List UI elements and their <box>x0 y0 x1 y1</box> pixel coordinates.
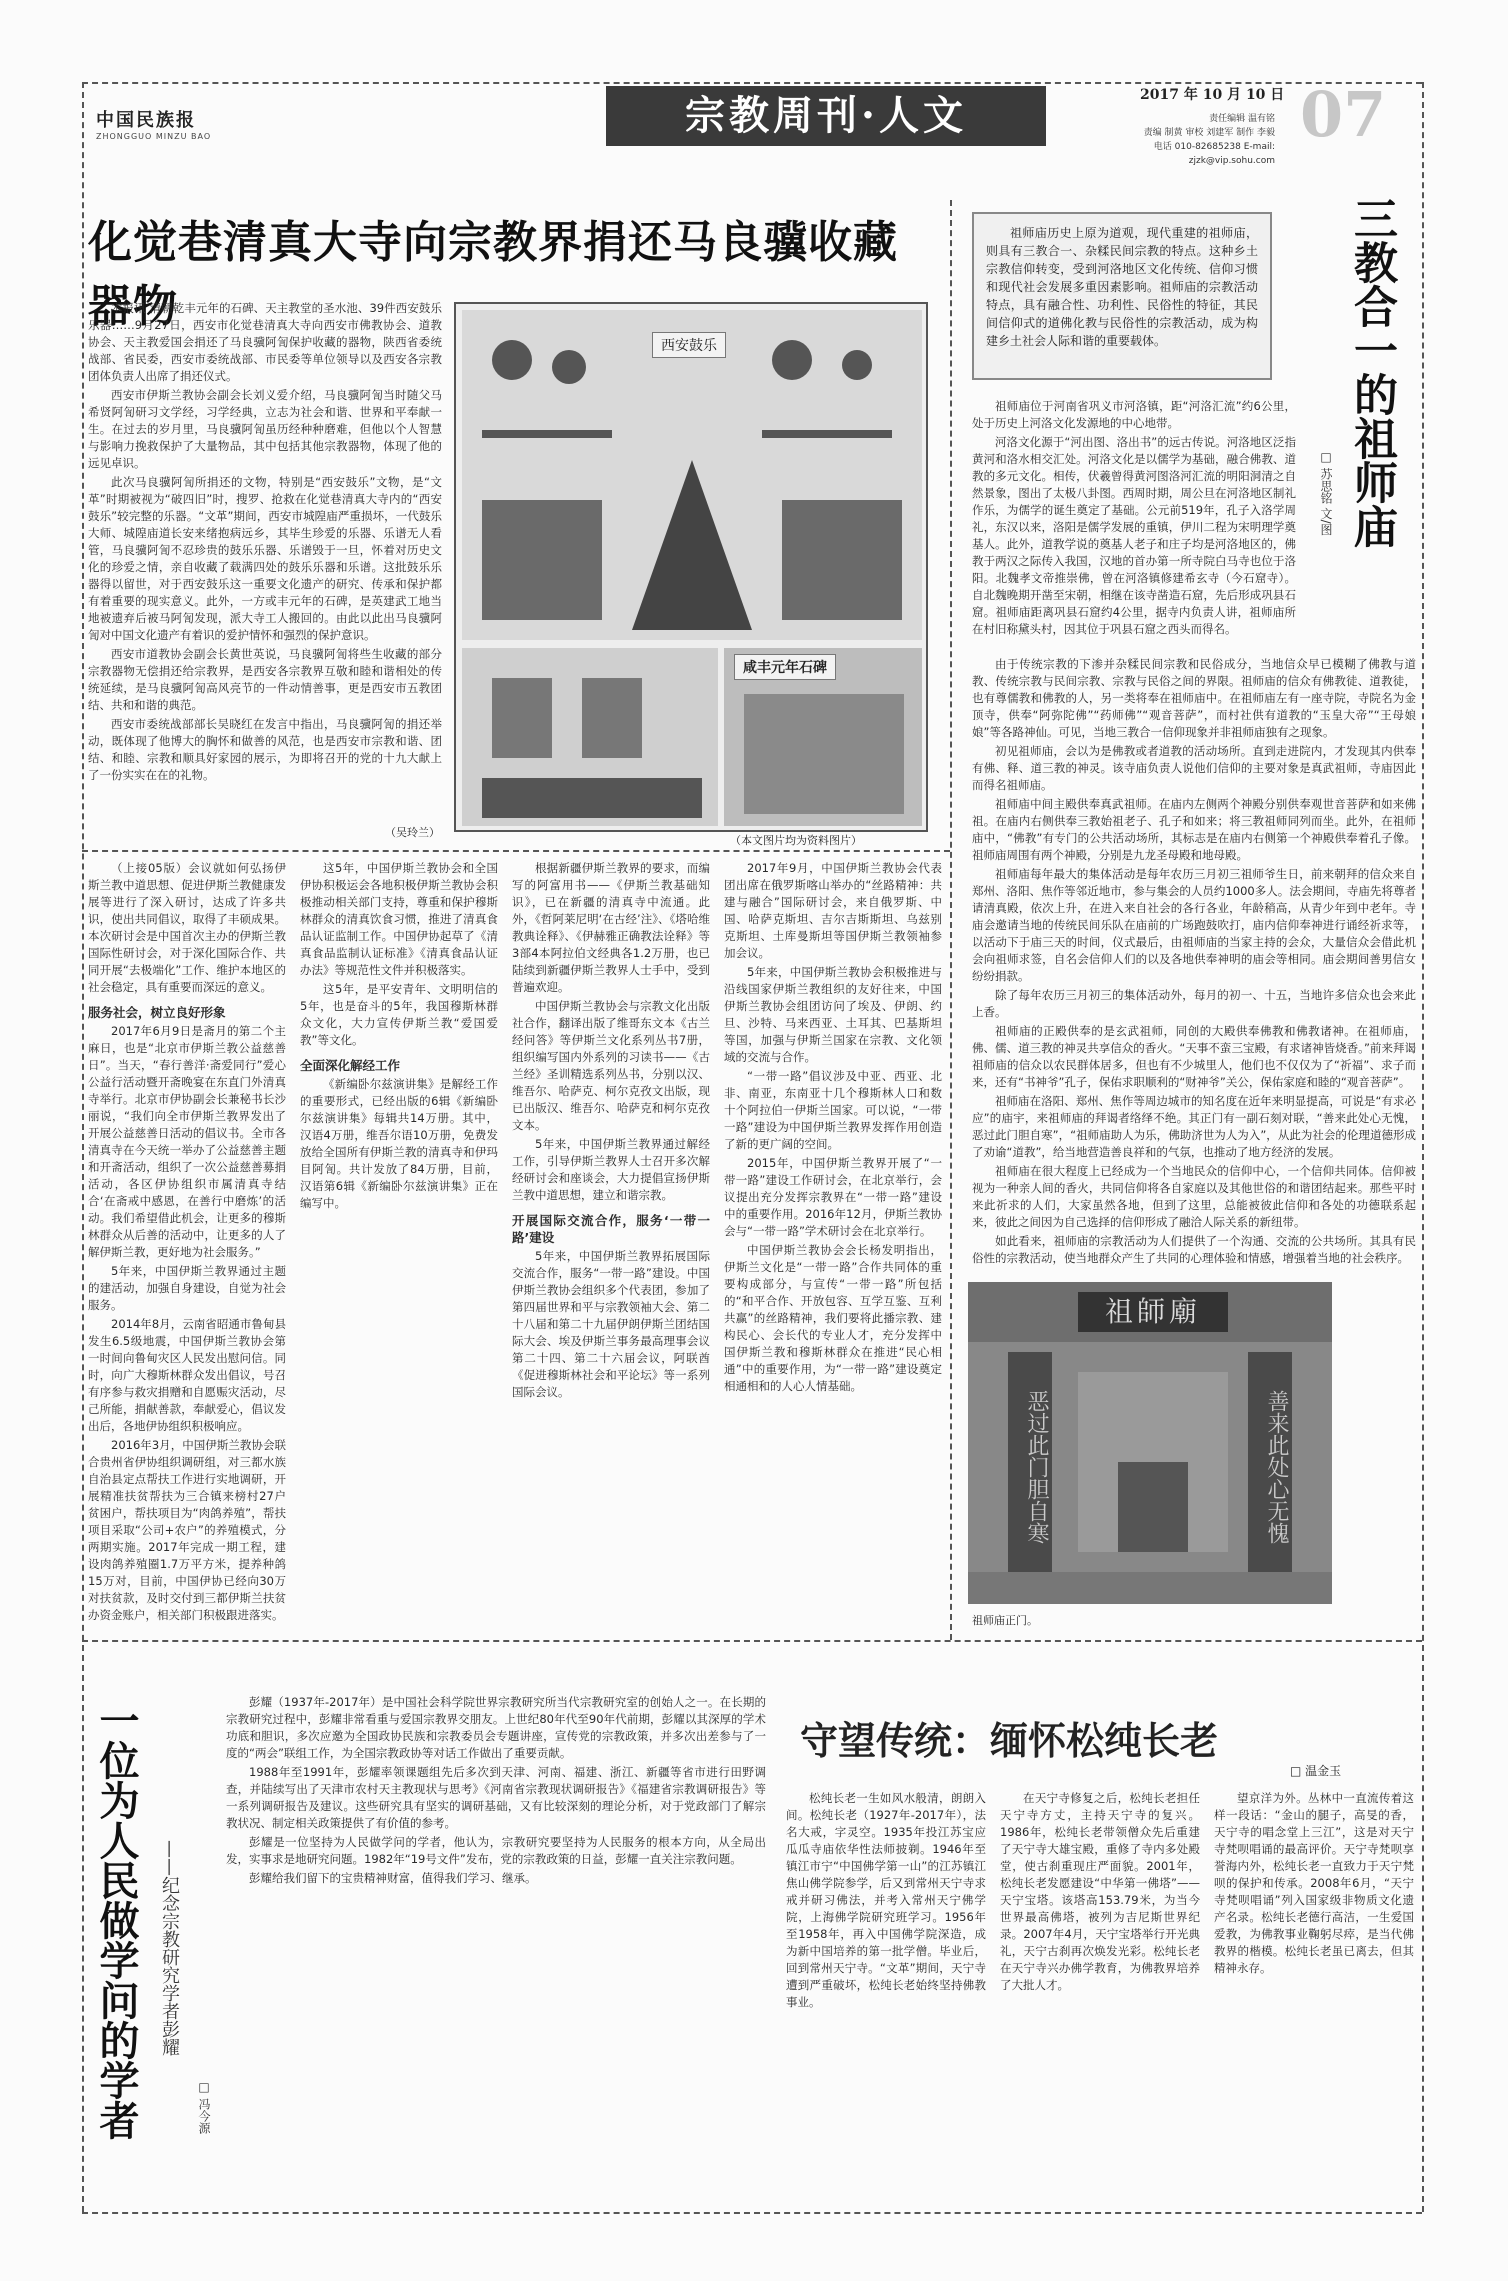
page-number: 07 <box>1300 78 1387 151</box>
feature-author: □ 苏思铭 文/图 <box>1319 450 1333 536</box>
top-story-body <box>88 300 442 840</box>
paragraph: 松纯长老一生如风水般清，朗朗入间。松纯长老（1927年-2017年），法名大戒，字灵空。1935年投江苏宝应瓜瓜寺庙依华性法师披剃。1946年至镇江市宁“中国佛学第一山”的江苏镇江焦山佛学院参学，后又到常州天宁寺求戒并研习佛法，并考入常州天宁佛学院，上海佛学院研究班学习。1956年至1958年，再入中国佛学院深造，成为新中国培养的第一批学僧。毕业后，回到常州天宁寺。“文革”期间，天宁寺遭到严重破坏，松纯长老始终坚持佛教事业。 <box>786 1791 986 2009</box>
subheading: 开展国际交流合作，服务‘一带一路’建设 <box>512 1213 710 1245</box>
divider-bottom-section <box>82 1640 1422 1642</box>
paragraph: 本报讯 清朝乾丰元年的石碑、天主教堂的圣水池、39件西安鼓乐乐器……9月27日，西安市化觉巷清真大寺向西安市佛教协会、道教协会、天主教爱国会捐还了马良骥阿訇保护收藏的器物，陕西省委统战部、省民委，西安市委统战部、市民委等单位领导以及西安各宗教团体负责人出席了捐还仪式。 <box>88 301 442 383</box>
stone-tablet-photo <box>724 648 922 826</box>
paragraph: 2015年，中国伊斯兰教界开展了“一带一路”建设工作研讨会，在北京举行，会议提出充分发挥宗教界在“一带一路”建设中的重要作用。2016年12月，伊斯兰教协会与“一带一路”学术研讨会在北京举行。 <box>724 1156 942 1238</box>
tribute-title: 守望传统：缅怀松纯长老 <box>800 1718 1219 1763</box>
paragraph: 西安市伊斯兰教协会副会长刘义爱介绍，马良骥阿訇当时随父马希贤阿訇研习文学经，习学经典，立志为社会和谐、世界和平奉献一生。在过去的岁月里，马良骥阿訇虽历经种种磨难，但他以个人智慧与影响力挽救保护了大量物品，其中包括其他宗教器物，体现了他的远见卓识。 <box>88 388 442 470</box>
top-story-headline: 化觉巷清真大寺向宗教界捐还马良骥收藏器物 <box>88 217 898 332</box>
issue-date: 2017 年 10 月 10 日 <box>1140 87 1285 103</box>
feature-body-top <box>972 398 1296 654</box>
paragraph: 祖师庙中间主殿供奉真武祖师。在庙内左侧两个神殿分别供奉观世音菩萨和如来佛祖。在庙内右侧供奉三教始祖老子、孔子和如来；将三教祖师同列而坐。此外，在祖师庙中，“佛教”有专门的公共活动场所，其标志是在庙内右侧第一个神殿供奉着孔子像。祖师庙周围有两个神殿，分别是九龙圣母殿和地母殿。 <box>972 797 1416 862</box>
paragraph: 由于传统宗教的下渗并杂糅民间宗教和民俗成分，当地信众早已模糊了佛教与道教、传统宗教与民间宗教、宗教与民俗之间的界限。祖师庙的信众有佛教徒、道教徒，也有尊儒教和佛教的人，另一类将奉在祖师庙中。在祖师庙左有一座寺院，寺院名为金顶寺，供奉“阿弥陀佛”“药师佛”“观音菩萨”，而村社供有道教的“玉皇大帝”“王母娘娘”等各路神仙。可见，当地三教合一信仰现象并非祖师庙独有之现象。 <box>972 657 1416 739</box>
photo-label: 咸丰元年石碑 <box>734 654 836 680</box>
paragraph: 2017年9月，中国伊斯兰教协会代表团出席在俄罗斯喀山举办的“丝路精神：共建与融合”国际研讨会，来自俄罗斯、中国、哈萨克斯坦、吉尔吉斯斯坦、乌兹别克斯坦、土库曼斯坦等国伊斯兰教领袖参加会议。 <box>724 861 942 960</box>
paragraph: 2017年6月9日是斋月的第二个主麻日，也是“北京市伊斯兰教公益慈善日”。当天，“春行善洋·斋爱同行”爱心公益行活动暨开斋晚宴在东直门外清真寺举行。北京市伊协副会长兼秘书长沙丽说，“我们向全市伊斯兰教界发出了开展公益慈善日活动的倡议书。全市各清真寺在今天统一举办了公益慈善主题和开斋活动，组织了一次公益慈善募捐活动，各区伊协组织市属清真寺结合‘在斋戒中感恩，在善行中磨炼’的活动。我们希望借此机会，让更多的穆斯林群众从后善的活动中，让更多的人了解伊斯兰教，更好地为社会服务。” <box>88 1024 286 1259</box>
frame-bottom <box>82 2212 1422 2214</box>
paragraph: 如此看来，祖师庙的宗教活动为人们提供了一个沟通、交流的公共场所。其具有民俗性的宗教活动，使当地群众产生了共同的心理体验和情感，增强着当地的社会秩序。 <box>972 1234 1416 1265</box>
editors-line: 责任编辑 温有铭 <box>1209 114 1275 124</box>
subheading: 全面深化解经工作 <box>300 1058 401 1073</box>
paragraph: 中国伊斯兰教协会与宗教文化出版社合作，翻译出版了维哥东文本《古兰经问答》等伊斯兰文化系列丛书7册，组织编写国内外系列的习读书——《古兰经》圣训精选系列丛书，分别以汉、维吾尔、哈萨克、柯尔克孜文出版，现已出版汉、维吾尔、哈萨克和柯尔克孜文本。 <box>512 999 710 1132</box>
paragraph: 彭耀给我们留下的宝贵精神财富，值得我们学习、继承。 <box>249 1871 537 1885</box>
tribute-column-1 <box>786 1790 986 2204</box>
paragraph: 祖师庙每年最大的集体活动是每年农历三月初三祖师爷生日，前来朝拜的信众来自郑州、洛阳、焦作等邻近地市，参与集会的人员约1000多人。法会期间，寺庙先将尊者请清真殿，依次上升，在进入来自社会的各行各业，年龄稍高，从青少年到中老年。寺庙会邀请当地的传统民间乐队在庙前的广场跑鼓吹打，庙内信仰奉神进行诵经祈求等，以活动下于庙三天的时间，仪式最后，由祖师庙的当家主持的会众，大量信众会借此机会向祖师求签，自名会信仰人们的以及各地供奉神明的庙会等相同。庙会期间善男信女纷纷捐款。 <box>972 867 1416 983</box>
editors-line: 责编 制黄 审校 刘建军 制作 李毅 <box>1143 128 1275 138</box>
paragraph: 1988年至1991年，彭耀率领课题组先后多次到天津、河南、福建、浙江、新疆等省市进行田野调查，并陆续写出了天津市农村天主教现状与思考》《河南省宗教现状调研报告》《福建省宗教调研报告》等一系列调研报告及建议。这些研究具有坚实的调研基础，又有比较深刻的理论分析，对于党政部门了解宗教状况、制定相关政策提供了有价值的参考。 <box>226 1765 766 1830</box>
frame-left <box>82 82 84 2212</box>
section-banner: 宗教周刊·人文 <box>606 86 1046 146</box>
memorial-subtitle: ——纪念宗教研究学者彭耀 <box>159 1840 180 2056</box>
subheading: 服务社会，树立良好形象 <box>88 1005 226 1020</box>
paragraph: 西安市道教协会副会长黄世英说，马良骥阿訇将些生收藏的部分宗教器物无偿捐还给宗教界，是西安各宗教界互敬和睦和谐相处的传统延续，是马良骥阿訇高风亮节的一件动情善事，更是西安市五教团结、共和和谐的典范。 <box>88 647 442 712</box>
memorial-body <box>226 1694 766 2204</box>
stone-basin-photo <box>462 648 718 826</box>
divider-h <box>82 850 950 852</box>
photo-label: 西安鼓乐 <box>652 332 726 358</box>
paragraph: 《新编卧尔兹演讲集》是解经工作的重要形式，已经出版的6辑《新编卧尔兹演讲集》每辑共14万册。其中，汉语4万册，维吾尔语10万册，免费发放给全国所有伊斯兰教的清真寺和伊玛目阿訇。共计发放了84万册，目前，汉语第6辑《新编卧尔兹演讲集》正在编写中。 <box>300 1077 498 1210</box>
feature-body <box>972 656 1416 1274</box>
artifact-photo-collage <box>454 302 928 832</box>
paragraph: 根据新疆伊斯兰教界的要求，而编写的阿富用书——《伊斯兰教基础知识》，已在新疆的清真寺中流通。此外，《哲阿莱尼明‘在古经’注》、《塔哈维教典诠释》、《伊赫雅正确教法诠释》等3部4本阿拉伯文经典各1.2万册，也已陆续到新疆伊斯兰教界人士手中，受到普遍欢迎。 <box>512 861 710 994</box>
paragraph: 祖师庙位于河南省巩义市河洛镇，距“河洛汇流”约6公里，处于历史上河洛文化发源地的中心地带。 <box>972 399 1296 430</box>
paragraph: （上接05版）会议就如何弘扬伊斯兰教中道思想、促进伊斯兰教健康发展等进行了深入研讨，达成了许多共识，使出共同倡议，取得了丰硕成果。本次研讨会是中国首次主办的伊斯兰教国际性研讨会，对于深化国际合作、共同开展“去极端化”工作、维护本地区的社会稳定，具有重要而深远的意义。 <box>88 861 286 994</box>
paragraph: 彭耀（1937年-2017年）是中国社会科学院世界宗教研究所当代宗教研究室的创始人之一。在长期的宗教研究过程中，彭耀非常看重与爱国宗教界交朋友。上世纪80年代至90年代前期，彭耀以其深厚的学术功底和胆识，多次应邀为全国政协民族和宗教委员会专题讲座，宣传党的宗教政策，并多次出差参与了一度的“两会”联组工作，为全国宗教政协等对话工作做出了重要贡献。 <box>226 1695 766 1760</box>
paragraph: 2014年8月，云南省昭通市鲁甸县发生6.5级地震，中国伊斯兰教协会第一时间向鲁甸灾区人民发出慰问信。同时，向广大穆斯林群众发出倡议，号召有序参与救灾捐赠和自愿赈灾活动，尽己所能，捐献善款，奉献爱心，倡议发出后，各地伊协组织积极响应。 <box>88 1317 286 1433</box>
masthead <box>86 86 966 150</box>
logo-cn: 中国民族报 <box>96 110 196 131</box>
feature-title: 三教合一的祖师庙 <box>1346 196 1397 548</box>
frame-right <box>1422 82 1424 2212</box>
paragraph: 这5年，是平安青年、文明明信的5年，也是奋斗的5年，我国穆斯林群众文化，大力宣传伊斯兰教“爱国爱教”等文化。 <box>300 982 498 1047</box>
photo-caption: 祖师庙正门。 <box>972 1614 1038 1627</box>
editors-line: 电话 010-82685238 E-mail: zjzk@vip.sohu.com <box>1153 142 1275 166</box>
paragraph: 初见祖师庙，会以为是佛教或者道教的活动场所。直到走进院内，才发现其内供奉有佛、释、道三教的神灵。该寺庙负责人说他们信仰的主要对象是真武祖师，寺庙因此而得名祖师庙。 <box>972 744 1416 792</box>
divider-v <box>950 200 952 1640</box>
mid-column-1 <box>88 860 286 1630</box>
paragraph: 在天宁寺修复之后，松纯长老担任天宁寺方丈，主持天宁寺的复兴。1986年，松纯长老带领僧众先后重建了天宁寺大雄宝殿，重修了寺内多处殿堂，使古刹重现庄严面貌。2001年，松纯长老发愿建设“中华第一佛塔”——天宁宝塔。该塔高153.79米，为当今世界最高佛塔，被列为吉尼斯世界纪录。2007年4月，天宁宝塔举行开光典礼，天宁古刹再次焕发光彩。松纯长老在天宁寺兴办佛学教育，为佛教界培养了大批人才。 <box>1000 1791 1200 1992</box>
tribute-author: □ 温金玉 <box>1290 1764 1342 1778</box>
paragraph: 5年来，中国伊斯兰教协会积极推进与沿线国家伊斯兰教组织的友好往来，中国伊斯兰教协会组团访问了埃及、伊朗、约旦、沙特、马来西亚、土耳其、巴基斯坦等国，加强与伊斯兰国家在宗教、文化领域的交流与合作。 <box>724 965 942 1064</box>
paragraph: 5年来，中国伊斯兰教界通过解经工作，引导伊斯兰教界人士召开多次解经研讨会和座谈会，大力提倡宣扬伊斯兰教中道思想，建立和谐宗教。 <box>512 1137 710 1202</box>
paragraph: 望京洋为外。丛林中一直流传着这样一段话：“金山的腿子，高旻的香，天宁寺的唱念堂上三江”，这是对天宁寺梵呗唱诵的最高评价。天宁寺梵呗享誉海内外，松纯长老一直致力于天宁梵呗的保护和传承。2008年6月，“天宁寺梵呗唱诵”列入国家级非物质文化遗产名录。松纯长老德行高洁，一生爱国爱教，为佛教事业鞠躬尽瘁，是当代佛教界的楷模。松纯长老虽已离去，但其精神永存。 <box>1214 1791 1414 1975</box>
paragraph: 彭耀是一位坚持为人民做学问的学者，他认为，宗教研究要坚持为人民服务的根本方向，从全局出发，实事求是地研究问题。1982年“19号文件”发布，党的宗教政策的日益，彭耀一直关注宗教问题。 <box>226 1835 766 1866</box>
paragraph: 祖师庙的正殿供奉的是玄武祖师，同创的大殿供奉佛教和佛教诸神。在祖师庙，佛、儒、道三教的神灵共享信众的香火。“天事不蛮三宝殿，有求诸神皆烧香。”前来拜谒祖师庙的信众以农民群体居多，但也有不少城里人，他们也不仅仅为了“祈福”、求子而来，还有“书神爷”孔子，保佑求职顺利的“财神爷”关公，保佑家庭和睦的“观音菩萨”。 <box>972 1024 1416 1089</box>
tribute-column-2 <box>1000 1790 1200 2204</box>
mid-column-2 <box>300 860 498 1630</box>
paragraph: 祖师庙在很大程度上已经成为一个当地民众的信仰中心，一个信仰共同体。信仰被视为一种亲人间的香火，共同信仰将各自家庭以及其他世俗的和谐团结起来。那些平时来此祈求的人们，大家虽然各地，但到了这里，总能被彼此信仰和各处的功德联系起来，彼此之间因为自己选择的信仰形成了融洽人际关系的新纽带。 <box>972 1164 1416 1229</box>
temple-sign: 祖師廟 <box>1078 1292 1228 1332</box>
mid-column-4 <box>724 860 942 1630</box>
memorial-author: □ 冯今源 <box>197 2080 211 2134</box>
frame-top <box>82 82 1422 84</box>
temple-gate-photo <box>968 1282 1332 1604</box>
memorial-title: 一位为人民做学问的学者 <box>93 1700 140 2140</box>
couplet-left: 恶过此门胆自寒 <box>1008 1352 1052 1582</box>
editors-info <box>1135 112 1275 168</box>
paragraph: 河洛文化源于“河出图、洛出书”的远古传说。河洛地区泛指黄河和洛水相交汇处。河洛文化是以儒学为基础，融合佛教、道教的多元文化。相传，伏羲曾得黄河图洛河汇流的明阳洞清之自然景象，图出了太极八卦图。西周时期，周公旦在河洛地区制礼作乐，为儒学的诞生奠定了基础。公元前519年，孔子入洛学周礼，东汉以来，洛阳是儒学发展的重镇，伊川二程为宋明理学奠基人。此外，道教学说的奠基人老子和庄子均是河洛地区的，佛教于两汉之际传入我国，汉地的首办第一所寺院白马寺也位于洛阳。北魏孝文帝推崇佛，曾在河洛镇修建希玄寺（今石窟寺）。自北魏晚期开凿至宋朝，相继在该寺凿造石窟，先后形成巩县石窟。祖师庙距离巩县石窟约4公里，据寺内负责人讲，祖师庙所在村旧称黛头村，因其位于巩县石窟之西头而得名。 <box>972 435 1296 636</box>
tribute-column-3 <box>1214 1790 1414 2204</box>
paragraph: 中国伊斯兰教协会会长杨发明指出，伊斯兰文化是“一带一路”合作共同体的重要构成部分，与宣传“一带一路”所包括的“和平合作、开放包容、互学互鉴、互利共赢”的丝路精神，我们要将此播宗教、建构民心、会长代的专业人才，充分发挥中国伊斯兰教和穆斯林群众在推进“民心相通”中的重要作用，为“一带一路”建设奠定相通相和的人心人情基础。 <box>724 1243 942 1393</box>
drum-instruments-photo <box>462 310 922 640</box>
paragraph: 此次马良骥阿訇所捐还的文物，特别是“西安鼓乐”文物，是“文革”时期被视为“破四旧”时，搜罗、抢救在化觉巷清真大寺内的“西安鼓乐”较完整的乐器。“文革”期间，西安市城隍庙严重损坏，一代鼓乐大师、城隍庙道长安来绪抱病远乡，其毕生珍爱的乐器、乐谱无人看管，马良骥阿訇不忍珍贵的鼓乐乐器、乐谱毁于一旦，怀着对历史文化的珍爱之情，亲自收藏了载满四处的鼓乐乐器和乐谱。这批鼓乐乐器得以留世，对于西安鼓乐这一重要文化遗产的研究、传承和保护都有着重要的现实意义。此外，一方或丰元年的石碑，是英建武工地当地被遗弃后被马阿訇发现，派大寺工人搬回的。由此以此出马良骥阿訇对中国文化遗产有着识的爱护情怀和强烈的保护意识。 <box>88 475 442 642</box>
paragraph: “一带一路”倡议涉及中亚、西亚、北非、南亚，东南亚十几个穆斯林人口和数十个阿拉伯一伊斯兰国家。可以说，“一带一路”建设为中国伊斯兰教界发挥作用创造了新的更广阔的空间。 <box>724 1069 942 1151</box>
collage-caption: （本文图片均为资料图片） <box>730 834 862 847</box>
paragraph: 5年来，中国伊斯兰教界拓展国际交流合作，服务“一带一路”建设。中国伊斯兰教协会组织多个代表团，参加了第四届世界和平与宗教领袖大会、第二十八届和第二十九届伊朗伊斯兰团结国际大会、埃及伊斯兰事务最高理事会议第二十四、第二十六届会议，阿联酋《促进穆斯林社会和平论坛》等一系列国际会议。 <box>512 1249 710 1399</box>
newspaper-logo <box>96 106 236 142</box>
paragraph: 2016年3月，中国伊斯兰教协会联合贵州省伊协组织调研组，对三都水族自治县定点帮扶工作进行实地调研，开展精准扶贫帮扶为三合镇来榜村27户贫困户，帮扶项目为“肉鸽养殖”，帮扶项目采取“公司+农户”的养殖模式，分两期实施。2017年完成一期工程，建设肉鸽养殖圈1.7万平方米，提养种鸽15万对，目前，中国伊协已经向30万对扶贫款，及时交付到三都伊斯兰扶贫办资金账户，相关部门积极跟进落实。 <box>88 1438 286 1622</box>
couplet-right: 善来此处心无愧 <box>1248 1352 1292 1582</box>
feature-lead: 祖师庙历史上原为道观，现代重建的祖师庙，则具有三教合一、杂糅民间宗教的特点。这种乡土宗教信仰转变，受到河洛地区文化传统、信仰习惯和现代社会发展多重因素影响。祖师庙的宗教活动特点，具有融合性、功利性、民俗性的特征，其民间信仰式的道佛化教与民俗性的宗教活动，成为构建乡土社会人际和谐的重要载体。 <box>972 212 1272 380</box>
logo-en: ZHONGGUO MINZU BAO <box>96 132 212 141</box>
top-story-byline: （吴玲兰） <box>385 826 440 839</box>
paragraph: 西安市委统战部部长吴晓红在发言中指出，马良骥阿訇的捐还举动，既体现了他博大的胸怀和做善的风范，也是西安市宗教和谐、团结、和睦、宗教和顺具好家园的展示，为即将召开的党的十九大献上了一份实实在在的礼物。 <box>88 717 442 782</box>
paragraph: 5年来，中国伊斯兰教界通过主题的建活动，加强自身建设，自觉为社会服务。 <box>88 1264 286 1312</box>
paragraph: 这5年，中国伊斯兰教协会和全国伊协积极运会各地积极伊斯兰教协会积极推动相关部门支持，尊重和保护穆斯林群众的清真饮食习惯，推进了清真食品认证监制工作。中国伊协起草了《清真食品监制认证标准》《清真食品认证办法》等规范性文件并积极落实。 <box>300 861 498 977</box>
paragraph: 祖师庙在洛阳、郑州、焦作等周边城市的知名度在近年来明显提高，可说是“有求必应”的庙宇，来祖师庙的拜谒者络绎不绝。其正门有一副石刻对联，“善来此处心无愧，恶过此门胆自寒”，“祖师庙助人为乐，佛助济世为人为入”，从此为社会的伦理道德形成了劝谕“道教”，给当地营造善良祥和的气氛，也推动了地方经济的发展。 <box>972 1094 1416 1159</box>
mid-column-3 <box>512 860 710 1630</box>
paragraph: 除了每年农历三月初三的集体活动外，每月的初一、十五，当地许多信众也会来此上香。 <box>972 988 1416 1019</box>
